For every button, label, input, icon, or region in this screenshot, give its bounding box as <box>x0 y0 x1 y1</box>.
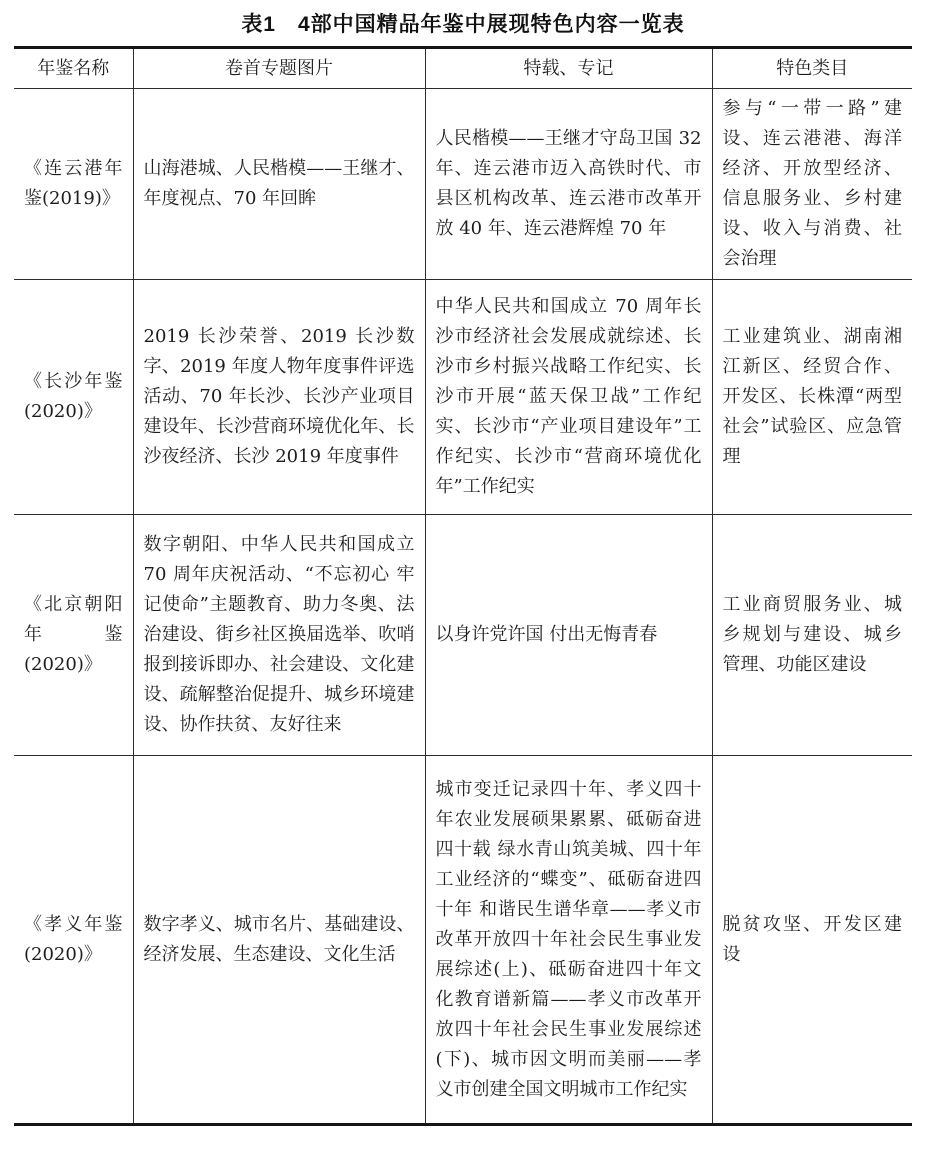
yearbook-features-table <box>14 46 912 1126</box>
table-row <box>14 515 912 756</box>
cell-special-features: 以身许党许国 付出无悔青春 <box>425 515 712 756</box>
table-row <box>14 756 912 1125</box>
cell-yearbook-name: 《北京朝阳年鉴(2020)》 <box>14 515 133 756</box>
cell-cover-topics: 山海港城、人民楷模——王继才、年度视点、70 年回眸 <box>133 89 425 280</box>
cell-cover-topics: 数字朝阳、中华人民共和国成立 70 周年庆祝活动、“不忘初心 牢记使命”主题教育、助力冬奥、法治建设、街乡社区换届选举、吹哨报到接诉即办、社会建设、文化建设、疏解整治促提升、城乡环境建设、协作扶贫、友好往来 <box>133 515 425 756</box>
header-yearbook-name: 年鉴名称 <box>14 48 133 89</box>
header-special-categories: 特色类目 <box>712 48 912 89</box>
cell-special-categories: 工业建筑业、湖南湘江新区、经贸合作、开发区、长株潭“两型社会”试验区、应急管理 <box>712 280 912 515</box>
table-row <box>14 280 912 515</box>
cell-special-categories: 脱贫攻坚、开发区建设 <box>712 756 912 1125</box>
cell-special-features: 人民楷模——王继才守岛卫国 32 年、连云港市迈入高铁时代、市县区机构改革、连云港市改革开放 40 年、连云港辉煌 70 年 <box>425 89 712 280</box>
cell-yearbook-name: 《长沙年鉴(2020)》 <box>14 280 133 515</box>
cell-cover-topics: 数字孝义、城市名片、基础建设、经济发展、生态建设、文化生活 <box>133 756 425 1125</box>
cell-special-features: 中华人民共和国成立 70 周年长沙市经济社会发展成就综述、长沙市乡村振兴战略工作纪实、长沙市开展“蓝天保卫战”工作纪实、长沙市“产业项目建设年”工作纪实、长沙市“营商环境优化年”工作纪实 <box>425 280 712 515</box>
cell-yearbook-name: 《连云港年鉴(2019)》 <box>14 89 133 280</box>
table-caption: 表1 4部中国精品年鉴中展现特色内容一览表 <box>241 13 685 36</box>
cell-yearbook-name: 《孝义年鉴(2020)》 <box>14 756 133 1125</box>
header-cover-topic-images: 卷首专题图片 <box>133 48 425 89</box>
header-special-features: 特载、专记 <box>425 48 712 89</box>
cell-special-categories: 工业商贸服务业、城乡规划与建设、城乡管理、功能区建设 <box>712 515 912 756</box>
cell-special-categories: 参与“一带一路”建设、连云港港、海洋经济、开放型经济、信息服务业、乡村建设、收入与消费、社会治理 <box>712 89 912 280</box>
cell-special-features: 城市变迁记录四十年、孝义四十年农业发展硕果累累、砥砺奋进四十载 绿水青山筑美城、四十年工业经济的“蝶变”、砥砺奋进四十年 和谐民生谱华章——孝义市改革开放四十年社会民生事业发展综述(上)、砥砺奋进四十年文化教育谱新篇——孝义市改革开放四十年社会民生事业发展综述(下)、城市因文明而美丽——孝义市创建全国文明城市工作纪实 <box>425 756 712 1125</box>
cell-cover-topics: 2019 长沙荣誉、2019 长沙数字、2019 年度人物年度事件评选活动、70 年长沙、长沙产业项目建设年、长沙营商环境优化年、长沙夜经济、长沙 2019 年度事件 <box>133 280 425 515</box>
table-header-row <box>14 48 912 89</box>
table-row <box>14 89 912 280</box>
